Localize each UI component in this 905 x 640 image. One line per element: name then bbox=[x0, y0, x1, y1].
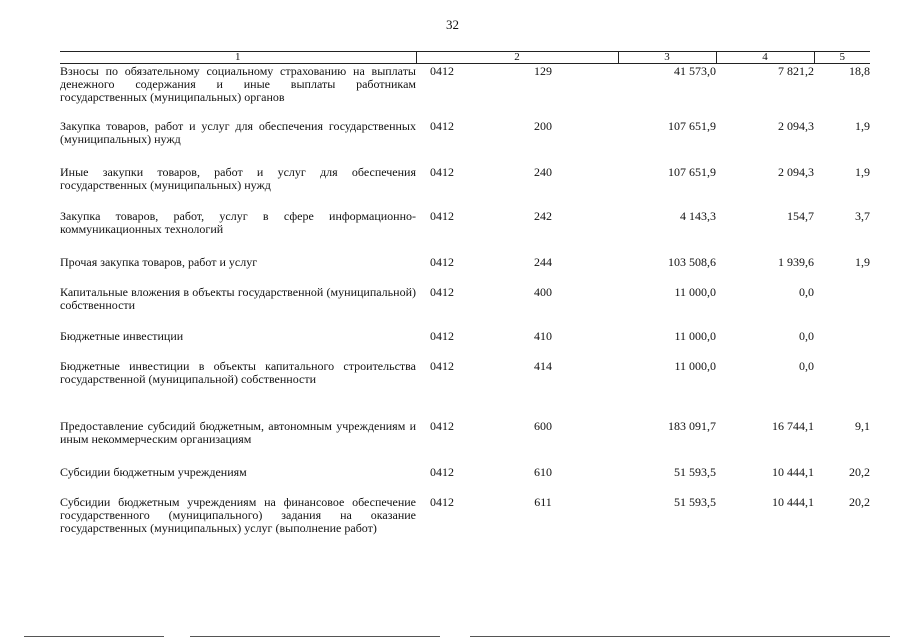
row-name: Субсидии бюджетным учреждениям на финансовое обеспечение государственного (муниципального) задания на оказание государственных (муниципальных) услуг (выполнение работ) bbox=[60, 494, 416, 535]
row-percent: 1,9 bbox=[855, 118, 870, 133]
row-actual-amount: 2 094,3 bbox=[778, 164, 814, 179]
row-expense-type-code: 410 bbox=[534, 328, 552, 343]
column-header-1: 1 bbox=[60, 52, 416, 64]
row-section-code: 0412 bbox=[430, 358, 454, 373]
table-row bbox=[60, 466, 870, 496]
row-expense-type-code: 242 bbox=[534, 208, 552, 223]
row-percent: 20,2 bbox=[849, 494, 870, 509]
row-planned-amount: 51 593,5 bbox=[674, 464, 716, 479]
row-percent: 1,9 bbox=[855, 164, 870, 179]
bottom-rule-right bbox=[470, 636, 890, 637]
row-actual-amount: 1 939,6 bbox=[778, 254, 814, 269]
row-planned-amount: 41 573,0 bbox=[674, 64, 716, 78]
row-expense-type-code: 610 bbox=[534, 464, 552, 479]
row-section-code: 0412 bbox=[430, 284, 454, 299]
table-row bbox=[60, 256, 870, 286]
row-name: Закупка товаров, работ, услуг в сфере информационно-коммуникационных технологий bbox=[60, 208, 416, 236]
row-expense-type-code: 400 bbox=[534, 284, 552, 299]
row-name: Бюджетные инвестиции в объекты капитального строительства государственной (муниципальной) собственности bbox=[60, 358, 416, 386]
row-name: Капитальные вложения в объекты государственной (муниципальной) собственности bbox=[60, 284, 416, 312]
row-section-code: 0412 bbox=[430, 328, 454, 343]
row-name: Субсидии бюджетным учреждениям bbox=[60, 464, 247, 479]
column-header-4: 4 bbox=[716, 52, 814, 64]
row-percent: 9,1 bbox=[855, 418, 870, 433]
row-planned-amount: 107 651,9 bbox=[668, 118, 716, 133]
row-section-code: 0412 bbox=[430, 418, 454, 433]
row-section-code: 0412 bbox=[430, 118, 454, 133]
row-planned-amount: 4 143,3 bbox=[680, 208, 716, 223]
row-expense-type-code: 414 bbox=[534, 358, 552, 373]
table-row bbox=[60, 286, 870, 330]
row-percent: 1,9 bbox=[855, 254, 870, 269]
table-body bbox=[60, 64, 870, 566]
column-header-2: 2 bbox=[416, 52, 618, 64]
row-actual-amount: 0,0 bbox=[799, 328, 814, 343]
column-header-3: 3 bbox=[618, 52, 716, 64]
row-name: Предоставление субсидий бюджетным, автономным учреждениям и иным некоммерческим организациям bbox=[60, 418, 416, 446]
row-name: Закупка товаров, работ и услуг для обеспечения государственных (муниципальных) нужд bbox=[60, 118, 416, 146]
row-section-code: 0412 bbox=[430, 464, 454, 479]
bottom-rule-left bbox=[24, 636, 164, 637]
row-planned-amount: 103 508,6 bbox=[668, 254, 716, 269]
row-planned-amount: 107 651,9 bbox=[668, 164, 716, 179]
row-expense-type-code: 600 bbox=[534, 418, 552, 433]
row-percent bbox=[814, 330, 870, 360]
row-section-code: 0412 bbox=[430, 494, 454, 509]
row-name: Прочая закупка товаров, работ и услуг bbox=[60, 254, 258, 269]
row-actual-amount: 154,7 bbox=[787, 208, 814, 223]
row-expense-type-code: 240 bbox=[534, 164, 552, 179]
table-row bbox=[60, 330, 870, 360]
row-section-code: 0412 bbox=[430, 164, 454, 179]
row-percent: 20,2 bbox=[849, 464, 870, 479]
row-section-code: 0412 bbox=[430, 208, 454, 223]
table-row bbox=[60, 496, 870, 566]
row-section-code: 0412 bbox=[430, 254, 454, 269]
column-header-5: 5 bbox=[814, 52, 870, 64]
row-section-code: 0412 bbox=[430, 64, 454, 78]
row-percent: 18,8 bbox=[849, 64, 870, 78]
page-number: 32 bbox=[446, 17, 459, 32]
table-row bbox=[60, 420, 870, 466]
row-planned-amount: 11 000,0 bbox=[674, 358, 716, 373]
row-expense-type-code: 200 bbox=[534, 118, 552, 133]
row-actual-amount: 10 444,1 bbox=[772, 464, 814, 479]
row-percent bbox=[814, 360, 870, 420]
row-expense-type-code: 244 bbox=[534, 254, 552, 269]
row-planned-amount: 11 000,0 bbox=[674, 328, 716, 343]
row-actual-amount: 16 744,1 bbox=[772, 418, 814, 433]
row-planned-amount: 183 091,7 bbox=[668, 418, 716, 433]
row-expense-type-code: 129 bbox=[534, 64, 552, 78]
table-row bbox=[60, 64, 870, 120]
row-actual-amount: 0,0 bbox=[799, 284, 814, 299]
row-actual-amount: 7 821,2 bbox=[778, 64, 814, 78]
row-name: Бюджетные инвестиции bbox=[60, 328, 184, 343]
row-planned-amount: 51 593,5 bbox=[674, 494, 716, 509]
row-percent bbox=[814, 286, 870, 330]
row-percent: 3,7 bbox=[855, 208, 870, 223]
row-actual-amount: 10 444,1 bbox=[772, 494, 814, 509]
table-header-row bbox=[60, 52, 870, 64]
table-row bbox=[60, 166, 870, 210]
row-planned-amount: 11 000,0 bbox=[674, 284, 716, 299]
row-name: Взносы по обязательному социальному страхованию на выплаты денежного содержания и иные выплаты работникам государственных (муниципальных) органов bbox=[60, 64, 416, 104]
row-expense-type-code: 611 bbox=[534, 494, 552, 509]
row-actual-amount: 2 094,3 bbox=[778, 118, 814, 133]
budget-table bbox=[60, 51, 870, 566]
table-row bbox=[60, 120, 870, 166]
table-row bbox=[60, 210, 870, 256]
row-actual-amount: 0,0 bbox=[799, 358, 814, 373]
bottom-rule-middle bbox=[190, 636, 440, 637]
table-row bbox=[60, 360, 870, 420]
row-name: Иные закупки товаров, работ и услуг для обеспечения государственных (муниципальных) нужд bbox=[60, 164, 416, 192]
